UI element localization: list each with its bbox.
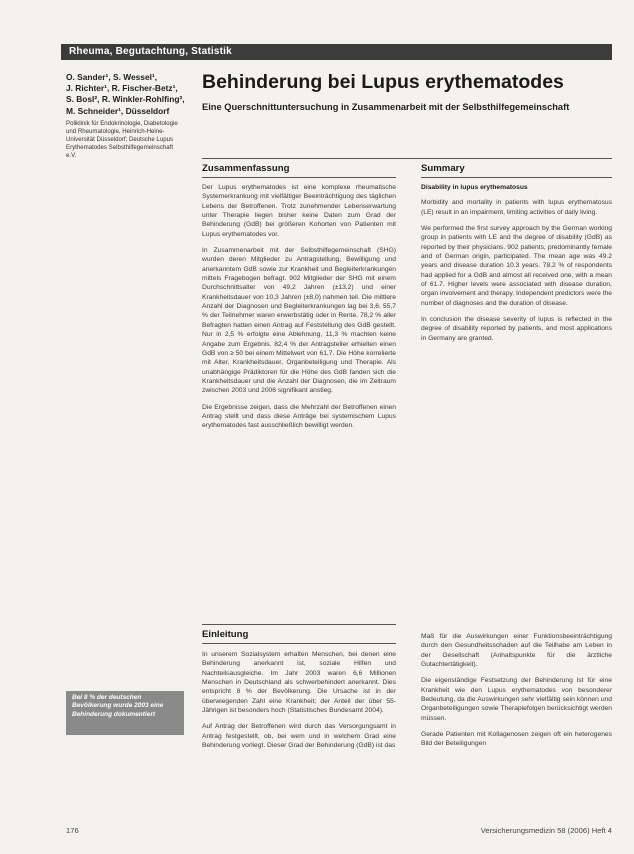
paragraph: In unserem Sozialsystem erhalten Menschen, bei denen eine Behinderung anerkannt ist, soziale Hilfen und Nachteilsausgleiche. Im Jahr 2003 waren 6,6 Millionen Menschen in Deutschland als schwerbehindert anerkannt. Dies entspricht 8 % der Bevölkerung. Die Ursache ist in der überwiegenden Zahl eine Krankheit; der Anteil der über 55-Jährigen ist besonders hoch (Statistisches Bundesamt 2004). <box>202 651 396 715</box>
divider <box>202 643 396 644</box>
paragraph: Die eigenständige Festsetzung der Behinderung ist für eine Krankheit wie den Lupus erythematodes von besonderer Bedeutung, da die Auswirkungen sehr vielfältig sein können und Organbeteiligungen sowie Therapiefolgen berücksichtigt werden müssen. <box>421 677 612 722</box>
author-affiliation: Poliklinik für Endokrinologie, Diabetologie und Rheumatologie, Heinrich-Heine-Universität Düsseldorf; Deutsche Lupus Erythematodes Selbsthilfegemeinschaft e.V. <box>66 120 178 159</box>
author-line: J. Richter¹, R. Fischer-Betz¹, <box>66 83 178 94</box>
summary-text <box>421 183 612 483</box>
author-line: S. Bosl², R. Winkler-Rohlfing², <box>66 94 185 105</box>
article-subtitle: Eine Querschnittuntersuchung in Zusammenarbeit mit der Selbsthilfegemeinschaft <box>202 102 570 112</box>
paragraph: Gerade Patienten mit Kollagenosen zeigen oft ein heterogenes Bild der Beteiligungen <box>421 731 612 748</box>
paragraph: Die Ergebnisse zeigen, dass die Mehrzahl der Betroffenen einen Antrag stellt und dass diese Anträge bei systemischem Lupus erythematodes fast ausschließlich bewilligt werden. <box>202 403 396 430</box>
page-number: 176 <box>66 826 79 835</box>
journal-citation: Versicherungsmedizin 58 (2006) Heft 4 <box>480 826 612 835</box>
einleitung-right-text <box>421 632 612 818</box>
zusammenfassung-text <box>202 183 396 608</box>
paragraph: In conclusion the disease severity of lupus is reflected in the degree of disability reported by patients, and most applications in Germany are granted. <box>421 316 612 342</box>
divider <box>202 624 396 625</box>
paragraph: We performed the first survey approach by the German working group in patients with LE and the degree of disability (GdB) as reported by their physicians. 902 patients, predominantly female and of German origin, participated. The mean age was 49.2 years and disease duration 10.3 years. 78.2 % of respondents had applied for a GdB and almost all received one, with a mean of 61.7. Higher levels were associated with disease duration, organ involvement and therapy. Independent predictors were the number of diagnoses and the duration of disease. <box>421 225 612 307</box>
summary-heading: Summary <box>421 163 465 174</box>
paragraph: Der Lupus erythematodes ist eine komplexe rheumatische Systemerkrankung mit vielfältiger Beeinträchtigung des täglichen Lebens der Betroffenen. Trotz zunehmender Lebenserwartung unter Therapie liegen bisher keine Daten zum Grad der Behinderung (GdB) bei größeren Kohorten von Patienten mit Lupus erythematodes vor. <box>202 184 396 238</box>
einleitung-heading: Einleitung <box>202 629 249 640</box>
einleitung-left-text <box>202 650 396 818</box>
zusammenfassung-heading: Zusammenfassung <box>202 163 290 174</box>
paragraph: Maß für die Auswirkungen einer Funktionsbeeinträchtigung durch den Gesundheitsschaden auf die Teilhabe am Leben in der Gesellschaft (Anhaltspunkte für die ärztliche Gutachtertätigkeit). <box>421 633 612 669</box>
paragraph: In Zusammenarbeit mit der Selbsthilfegemeinschaft (SHG) wurden deren Mitglieder zu Antragstellung, Bewilligung und anerkanntem GdB sowie zur Krankheit und Begleiterkrankungen mittels Fragebogen befragt. 902 Mitglieder der SHG mit einem Durchschnittsalter von 49,2 Jahren (±13,2) und einer Krankheitsdauer von 10,3 Jahren (±8,0) nahmen teil. Die mittlere Anzahl der Diagnosen und Begleiterkrankungen lag bei 3,6. 55,7 % der Teilnehmer waren erwerbstätig oder in Rente. 78,2 % aller Befragten hatten einen Antrag auf Feststellung des GdB gestellt. Nur in 2,5 % erfolgte eine Ablehnung, 11,3 % machten keine Angabe zum Ergebnis. 82,4 % der Antragsteller erhielten einen GdB von ≥ 50 bei einem Mittelwert von 61,7. Die Höhe korrelierte mit Alter, Krankheitsdauer, Organbeteiligung und Therapie. Als unabhängige Prädiktoren für die Höhe des GdB fanden sich die Krankheitsdauer und die Anzahl der Diagnosen, die im Zeitraum zwischen 2003 und 2006 signifikant anstieg. <box>202 247 396 395</box>
author-line: M. Schneider¹, Düsseldorf <box>66 105 170 116</box>
divider <box>202 158 612 159</box>
summary-subheading: Disability in lupus erythematosus <box>421 184 528 191</box>
paragraph: Morbidity and mortality in patients with lupus erythematosus (LE) result in an impairment, limiting activities of daily living. <box>421 199 612 216</box>
section-label-bar: Rheuma, Begutachtung, Statistik <box>61 44 612 60</box>
article-title: Behinderung bei Lupus erythematodes <box>202 71 564 93</box>
paragraph: Auf Antrag der Betroffenen wird durch das Versorgungsamt in Antrag festgestellt, ob, bei wem und in welchem Grad eine Behinderung vorliegt. Dieser Grad der Behinderung (GdB) ist das <box>202 723 396 750</box>
divider <box>421 177 612 178</box>
author-list <box>66 72 192 117</box>
divider <box>202 177 396 178</box>
author-line: O. Sander¹, S. Wessel¹, <box>66 72 158 82</box>
callout-box: Bei 8 % der deutschen Bevölkerung wurde 2003 eine Behinderung dokumentiert <box>66 691 184 735</box>
